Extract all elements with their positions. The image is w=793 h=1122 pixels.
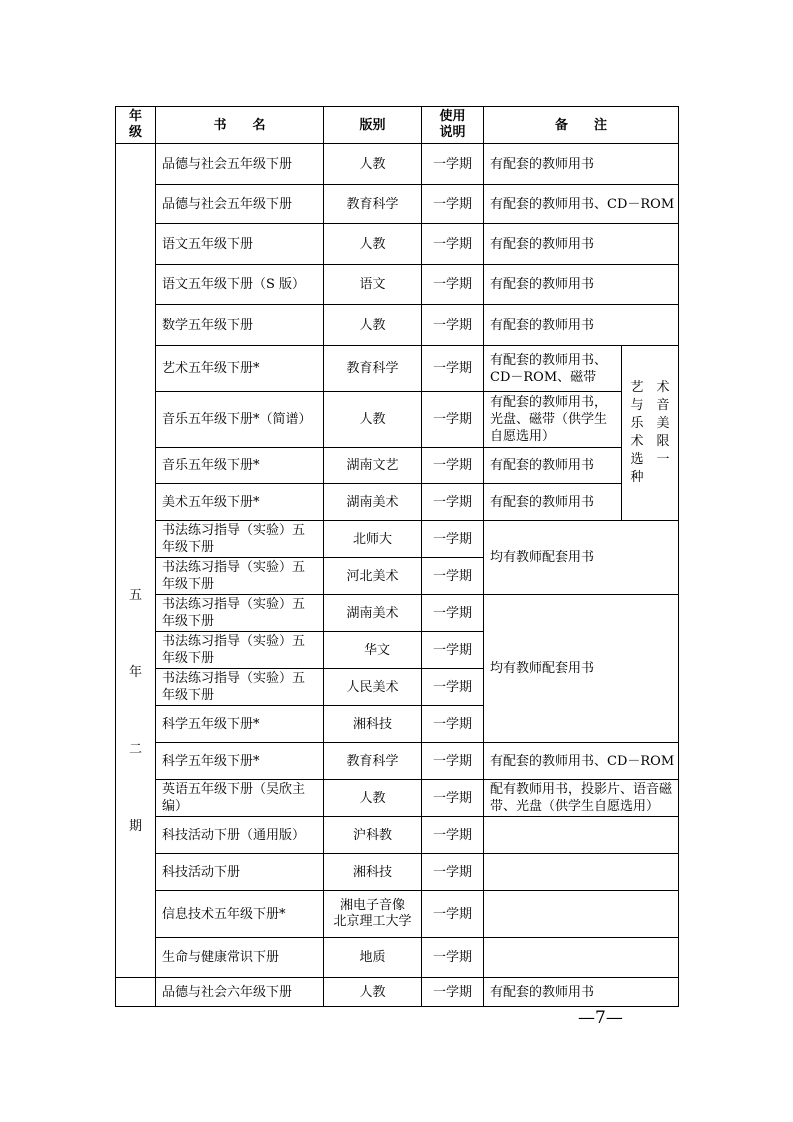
note-char: 与 bbox=[630, 398, 644, 413]
table-row bbox=[116, 817, 679, 854]
book-usage: 一学期 bbox=[422, 595, 484, 632]
book-title: 音乐五年级下册*（简谱） bbox=[156, 392, 324, 448]
book-usage: 一学期 bbox=[422, 224, 484, 265]
table-row bbox=[116, 595, 679, 632]
book-title: 书法练习指导（实验）五年级下册 bbox=[156, 521, 324, 558]
book-usage: 一学期 bbox=[422, 978, 484, 1007]
book-title: 科技活动下册 bbox=[156, 854, 324, 891]
book-usage: 一学期 bbox=[422, 484, 484, 521]
table-row bbox=[116, 392, 679, 448]
book-usage: 一学期 bbox=[422, 346, 484, 392]
grade-char: 二 bbox=[128, 742, 142, 757]
book-usage: 一学期 bbox=[422, 265, 484, 305]
book-usage: 一学期 bbox=[422, 854, 484, 891]
book-usage: 一学期 bbox=[422, 817, 484, 854]
table-row bbox=[116, 891, 679, 938]
header-edition: 版别 bbox=[324, 107, 422, 144]
grade-cell-next bbox=[116, 978, 156, 1007]
book-edition: 人教 bbox=[324, 305, 422, 346]
book-edition: 华文 bbox=[324, 632, 422, 669]
book-remark: 有配套的教师用书、CD－ROM bbox=[484, 743, 679, 780]
book-title: 语文五年级下册 bbox=[156, 224, 324, 265]
book-title: 科学五年级下册* bbox=[156, 706, 324, 743]
book-usage: 一学期 bbox=[422, 392, 484, 448]
book-title: 品德与社会五年级下册 bbox=[156, 144, 324, 185]
book-usage: 一学期 bbox=[422, 780, 484, 817]
book-remark: 有配套的教师用书 bbox=[484, 224, 679, 265]
table-row bbox=[116, 938, 679, 978]
book-title: 品德与社会六年级下册 bbox=[156, 978, 324, 1007]
grade-cell bbox=[116, 144, 156, 978]
book-title: 书法练习指导（实验）五年级下册 bbox=[156, 669, 324, 706]
book-edition: 湘科技 bbox=[324, 706, 422, 743]
book-remark: 有配套的教师用书、CD－ROM、磁带 bbox=[484, 346, 622, 392]
book-edition: 人民美术 bbox=[324, 669, 422, 706]
book-edition: 人教 bbox=[324, 978, 422, 1007]
book-title: 信息技术五年级下册* bbox=[156, 891, 324, 938]
table-row bbox=[116, 743, 679, 780]
header-row bbox=[116, 107, 679, 144]
note-char: 术 bbox=[656, 380, 670, 395]
book-edition: 教育科学 bbox=[324, 346, 422, 392]
book-usage: 一学期 bbox=[422, 558, 484, 595]
note-char: 音 bbox=[656, 398, 670, 413]
book-edition: 北师大 bbox=[324, 521, 422, 558]
book-remark: 有配套的教师用书 bbox=[484, 265, 679, 305]
art-selection-note bbox=[622, 346, 679, 521]
page-number: —7— bbox=[578, 1008, 623, 1028]
book-remark bbox=[484, 938, 679, 978]
table-row bbox=[116, 484, 679, 521]
table-row bbox=[116, 780, 679, 817]
book-usage: 一学期 bbox=[422, 305, 484, 346]
note-char: 术 bbox=[630, 434, 644, 449]
book-title: 艺术五年级下册* bbox=[156, 346, 324, 392]
book-edition: 人教 bbox=[324, 392, 422, 448]
book-remark: 配有教师用书，投影片、语音磁带、光盘（供学生自愿选用） bbox=[484, 780, 679, 817]
book-edition: 湖南美术 bbox=[324, 484, 422, 521]
textbook-table bbox=[115, 106, 679, 1007]
book-edition: 湖南文艺 bbox=[324, 448, 422, 484]
table-row bbox=[116, 224, 679, 265]
book-remark bbox=[484, 891, 679, 938]
table-row bbox=[116, 448, 679, 484]
book-title: 书法练习指导（实验）五年级下册 bbox=[156, 632, 324, 669]
note-char: 艺 bbox=[630, 380, 644, 395]
book-usage: 一学期 bbox=[422, 743, 484, 780]
note-char: 种 bbox=[630, 470, 644, 485]
book-title: 音乐五年级下册* bbox=[156, 448, 324, 484]
book-edition: 人教 bbox=[324, 780, 422, 817]
note-char: 美 bbox=[656, 416, 670, 431]
book-title: 书法练习指导（实验）五年级下册 bbox=[156, 558, 324, 595]
book-edition: 湘科技 bbox=[324, 854, 422, 891]
note-char: 乐 bbox=[630, 416, 644, 431]
header-remarks: 备 注 bbox=[484, 107, 679, 144]
book-title: 品德与社会五年级下册 bbox=[156, 185, 324, 224]
book-remark: 有配套的教师用书 bbox=[484, 144, 679, 185]
book-usage: 一学期 bbox=[422, 521, 484, 558]
book-edition: 教育科学 bbox=[324, 743, 422, 780]
book-usage: 一学期 bbox=[422, 632, 484, 669]
header-title: 书 名 bbox=[156, 107, 324, 144]
book-usage: 一学期 bbox=[422, 144, 484, 185]
book-title: 美术五年级下册* bbox=[156, 484, 324, 521]
book-edition: 人教 bbox=[324, 144, 422, 185]
book-edition: 湖南美术 bbox=[324, 595, 422, 632]
book-edition: 人教 bbox=[324, 224, 422, 265]
table-row bbox=[116, 305, 679, 346]
table-row bbox=[116, 346, 679, 392]
table-row bbox=[116, 265, 679, 305]
table-row bbox=[116, 144, 679, 185]
note-char: 一 bbox=[656, 452, 670, 467]
book-usage: 一学期 bbox=[422, 185, 484, 224]
book-usage: 一学期 bbox=[422, 938, 484, 978]
book-edition: 湘电子音像 北京理工大学 bbox=[324, 891, 422, 938]
book-title: 英语五年级下册（吴欣主编） bbox=[156, 780, 324, 817]
book-remark bbox=[484, 817, 679, 854]
book-remark: 有配套的教师用书，光盘、磁带（供学生自愿选用） bbox=[484, 392, 622, 448]
calligraphy-note: 均有教师配套用书 bbox=[484, 521, 679, 595]
book-edition: 沪科教 bbox=[324, 817, 422, 854]
book-title: 科技活动下册（通用版） bbox=[156, 817, 324, 854]
book-edition: 教育科学 bbox=[324, 185, 422, 224]
book-title: 生命与健康常识下册 bbox=[156, 938, 324, 978]
book-title: 语文五年级下册（S 版） bbox=[156, 265, 324, 305]
header-grade: 年 级 bbox=[116, 107, 156, 144]
book-edition: 河北美术 bbox=[324, 558, 422, 595]
note-char: 限 bbox=[656, 434, 670, 449]
book-remark: 有配套的教师用书 bbox=[484, 448, 622, 484]
book-usage: 一学期 bbox=[422, 669, 484, 706]
book-title: 科学五年级下册* bbox=[156, 743, 324, 780]
table-row bbox=[116, 521, 679, 558]
book-edition: 语文 bbox=[324, 265, 422, 305]
table-row bbox=[116, 978, 679, 1007]
grade-char: 五 bbox=[128, 588, 142, 603]
book-remark: 有配套的教师用书、CD－ROM bbox=[484, 185, 679, 224]
book-usage: 一学期 bbox=[422, 706, 484, 743]
book-title: 数学五年级下册 bbox=[156, 305, 324, 346]
grade-char: 期 bbox=[128, 819, 142, 834]
book-remark: 有配套的教师用书 bbox=[484, 305, 679, 346]
book-remark: 有配套的教师用书 bbox=[484, 978, 679, 1007]
table-row bbox=[116, 185, 679, 224]
table-row bbox=[116, 854, 679, 891]
book-usage: 一学期 bbox=[422, 891, 484, 938]
header-usage: 使用 说明 bbox=[422, 107, 484, 144]
note-char: 选 bbox=[630, 452, 644, 467]
book-remark bbox=[484, 854, 679, 891]
book-remark: 有配套的教师用书 bbox=[484, 484, 622, 521]
book-title: 书法练习指导（实验）五年级下册 bbox=[156, 595, 324, 632]
calligraphy-note: 均有教师配套用书 bbox=[484, 595, 679, 743]
book-usage: 一学期 bbox=[422, 448, 484, 484]
book-edition: 地质 bbox=[324, 938, 422, 978]
grade-char: 年 bbox=[128, 665, 142, 680]
